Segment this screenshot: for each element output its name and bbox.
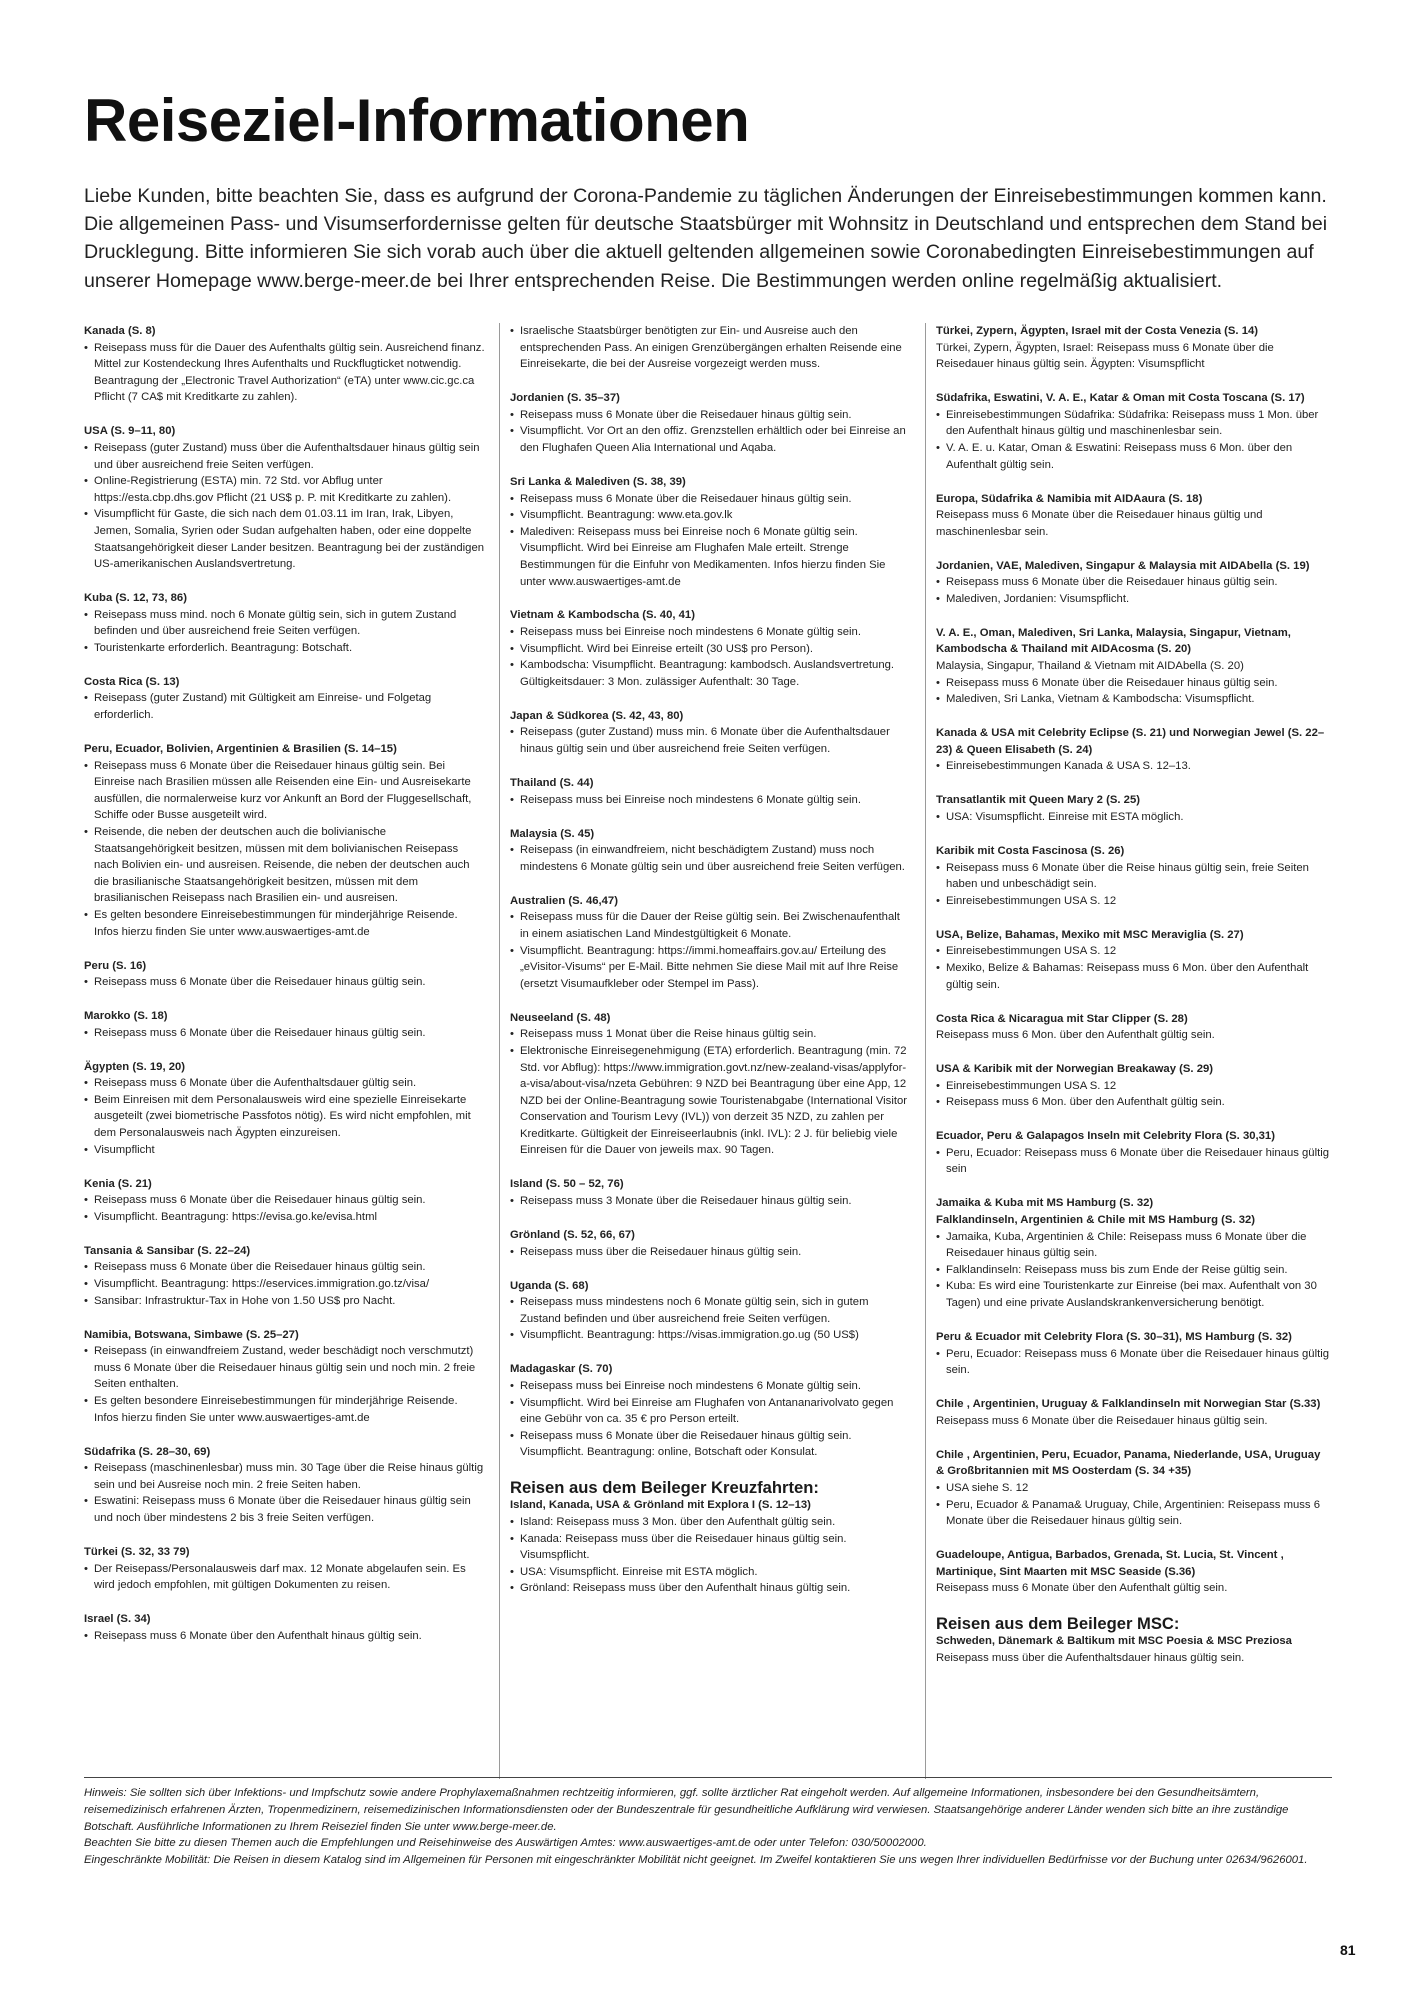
destination-title: Tansania & Sansibar (S. 22–24): [84, 1244, 251, 1257]
requirement-item: • Peru, Ecuador: Reisepass muss 6 Monate über die Reisedauer hinaus gültig sein: [936, 1145, 1330, 1178]
requirement-item: • Sansibar: Infrastruktur-Tax in Hohe von 1.50 US$ pro Nacht.: [84, 1293, 485, 1310]
requirement-item: • Reisepass muss bei Einreise noch mindestens 6 Monate gültig sein.: [510, 1378, 911, 1395]
requirement-item: • Reisepass (maschinenlesbar) muss min. 30 Tage über die Reise hinaus gültig sein und bei Ausreise noch min. 2 freie Seiten haben.: [84, 1460, 485, 1493]
requirement-list: [936, 943, 1330, 993]
requirement-item: • Reisepass (guter Zustand) muss über die Aufenthaltsdauer hinaus gültig sein und über ausreichend freie Seiten verfügen.: [84, 440, 485, 473]
destination-title: Transatlantik mit Queen Mary 2 (S. 25): [935, 794, 1141, 807]
requirement-item: • Einreisebestimmungen USA S. 12: [936, 1078, 1330, 1095]
destination-entry: [84, 423, 485, 572]
footer-divider: [84, 1777, 1332, 1778]
requirement-item: • Reisepass muss 6 Monate über die Reisedauer hinaus gültig sein.: [936, 675, 1330, 692]
requirement-list: [84, 607, 485, 657]
destination-entry: [84, 323, 485, 406]
requirement-list: [84, 340, 485, 406]
destination-title: Türkei (S. 32, 33 79): [84, 1545, 190, 1558]
requirement-item: • Einreisebestimmungen Kanada & USA S. 12–13.: [936, 758, 1330, 775]
destination-entry: [510, 323, 911, 373]
requirement-list: [510, 842, 911, 875]
requirement-item: • Reisepass muss bei Einreise noch mindestens 6 Monate gültig sein.: [510, 624, 911, 641]
destination-title: Kuba (S. 12, 73, 86): [84, 592, 187, 605]
destination-title: Madagaskar (S. 70): [509, 1363, 613, 1376]
requirement-item: • Reisepass muss 6 Monate über die Reisedauer hinaus gültig sein.: [84, 974, 485, 991]
requirement-list: [510, 909, 911, 992]
requirement-list: [84, 1460, 485, 1526]
destination-title: Jordanien (S. 35–37): [509, 392, 620, 405]
requirement-list: [84, 1075, 485, 1158]
requirement-item: • Island: Reisepass muss 3 Mon. über den Aufenthalt gültig sein.: [510, 1514, 911, 1531]
requirement-item: • Reisepass muss bei Einreise noch mindestens 6 Monate gültig sein.: [510, 792, 911, 809]
requirement-item: • Online-Registrierung (ESTA) min. 72 Std. vor Abflug unter https://esta.cbp.dhs.gov Pflicht (21 US$ p. P. mit Kreditkarte zu zahlen).: [84, 473, 485, 506]
requirement-item: • V. A. E. u. Katar, Oman & Eswatini: Reisepass muss 6 Mon. über den Aufenthalt gültig sein.: [936, 440, 1330, 473]
destination-entry: [84, 1243, 485, 1309]
requirement-list: [510, 1193, 911, 1210]
requirement-item: • USA: Visumspflicht. Einreise mit ESTA möglich.: [510, 1564, 911, 1581]
requirement-item: • Reisepass muss 1 Monat über die Reise hinaus gültig sein.: [510, 1026, 911, 1043]
column-2: [499, 323, 911, 1779]
destination-entry: [510, 1497, 911, 1597]
requirement-item: • Visumpflicht. Beantragung: https://evisa.go.ke/evisa.html: [84, 1209, 485, 1226]
requirement-item: • Reisepass muss 6 Monate über die Reisedauer hinaus gültig sein. Visumpflicht. Beantragung: online, Botschaft oder Konsulat.: [510, 1428, 911, 1461]
requirement-list: [936, 758, 1330, 775]
requirement-list: [510, 1514, 911, 1597]
destination-entry: [510, 1176, 911, 1209]
requirement-item: • Touristenkarte erforderlich. Beantragung: Botschaft.: [84, 640, 485, 657]
requirement-item: • Einreisebestimmungen USA S. 12: [936, 893, 1330, 910]
requirement-item: • Eswatini: Reisepass muss 6 Monate über die Reisedauer hinaus gültig sein und noch über mindestens 2 bis 3 freie Seiten verfügen.: [84, 1493, 485, 1526]
requirement-list: [936, 1229, 1330, 1312]
requirement-list: [510, 1378, 911, 1461]
destination-entry: [510, 607, 911, 690]
destination-title: Grönland (S. 52, 66, 67): [509, 1229, 635, 1242]
destination-title: Karibik mit Costa Fascinosa (S. 26): [935, 844, 1125, 857]
destination-columns: [84, 323, 1330, 1779]
requirement-list: [936, 1480, 1330, 1530]
destination-text: Reisepass muss 6 Monate über die Reisedauer hinaus gültig und maschinenlesbar sein.: [935, 509, 1263, 538]
destination-entry: [936, 323, 1330, 373]
destination-entry: [936, 491, 1330, 541]
requirement-list: [936, 1078, 1330, 1111]
requirement-item: • Reisepass (guter Zustand) muss min. 6 Monate über die Aufenthaltsdauer hinaus gültig sein und über ausreichend freie Seiten verfügen.: [510, 724, 911, 757]
destination-entry: [936, 843, 1330, 909]
destination-title: Thailand (S. 44): [509, 777, 594, 790]
requirement-list: [510, 1244, 911, 1261]
destination-entry: [936, 1633, 1330, 1666]
destination-entry: [84, 674, 485, 724]
destination-entry: [84, 1176, 485, 1226]
destination-entry: [84, 1327, 485, 1427]
requirement-item: • Reisepass muss für die Dauer des Aufenthalts gültig sein. Ausreichend finanz. Mittel zur Kostendeckung Ihres Aufenthalts und Ruckflugticket notwendig. Beantragung der „Electronic Travel Authorization“ (eTA) unter www.cic.gc.ca Pflicht (7 CA$ mit Kreditkarte zu zahlen).: [84, 340, 485, 406]
destination-title: Namibia, Botswana, Simbawe (S. 25–27): [84, 1328, 299, 1341]
requirement-item: • Reisepass muss mindestens noch 6 Monate gültig sein, sich in gutem Zustand befinden und über ausreichend freie Seiten verfügen.: [510, 1294, 911, 1327]
requirement-list: [936, 675, 1330, 708]
destination-entry: [510, 775, 911, 808]
requirement-list: [936, 1346, 1330, 1379]
requirement-list: [84, 1192, 485, 1225]
destination-text: Türkei, Zypern, Ägypten, Israel: Reisepass muss 6 Monate über die Reisedauer hinaus gültig sein. Ägypten: Visumspflicht: [935, 341, 1274, 371]
requirement-item: • Visumpflicht. Beantragung: https://eservices.immigration.go.tz/visa/: [84, 1276, 485, 1293]
requirement-item: • Falklandinseln: Reisepass muss bis zum Ende der Reise gültig sein.: [936, 1262, 1330, 1279]
requirement-list: [510, 624, 911, 690]
requirement-list: [510, 724, 911, 757]
destination-entry: [936, 927, 1330, 993]
requirement-item: • Kambodscha: Visumpflicht. Beantragung: kambodsch. Auslandsvertretung. Gültigkeitsdauer: 3 Mon. zulässiger Aufenthalt: 30 Tage.: [510, 657, 911, 690]
requirement-list: [936, 860, 1330, 910]
destination-title: Costa Rica & Nicaragua mit Star Clipper (S. 28): [935, 1012, 1188, 1025]
requirement-item: • Reisepass muss über die Reisedauer hinaus gültig sein.: [510, 1244, 911, 1261]
destination-title: Sri Lanka & Malediven (S. 38, 39): [509, 475, 686, 488]
requirement-item: • USA siehe S. 12: [936, 1480, 1330, 1497]
requirement-item: • Visumpflicht. Beantragung: www.eta.gov.lk: [510, 507, 911, 524]
requirement-list: [84, 974, 485, 991]
destination-entry: [936, 1447, 1330, 1530]
destination-title: Island (S. 50 – 52, 76): [509, 1178, 624, 1191]
destination-title: Südafrika, Eswatini, V. A. E., Katar & Oman mit Costa Toscana (S. 17): [935, 392, 1305, 405]
requirement-list: [510, 407, 911, 457]
destination-entry: [84, 1059, 485, 1159]
requirement-item: • Reisende, die neben der deutschen auch die bolivianische Staatsangehörigkeit besitzen, müssen mit dem bolivianischen Reisepass nach Bolivien ein- und ausreisen. Reisende, die neben der deutschen auch die brasilianische Staatsangehörigkeit besitzen, müssen mit dem brasilianischen Reisepass nach Brasilien ein- und ausreisen.: [84, 824, 485, 907]
destination-entry: [936, 1061, 1330, 1111]
requirement-item: • Reisepass muss 6 Monate über die Reisedauer hinaus gültig sein.: [84, 1259, 485, 1276]
requirement-list: [510, 323, 911, 373]
requirement-item: • Reisepass muss 6 Monate über die Reisedauer hinaus gültig sein.: [84, 1192, 485, 1209]
requirement-item: • Visumpflicht. Wird bei Einreise erteilt (30 US$ pro Person).: [510, 641, 911, 658]
requirement-item: • Reisepass muss für die Dauer der Reise gültig sein. Bei Zwischenaufenthalt in einem asiatischen Land Mindestgültigkeit 6 Monate.: [510, 909, 911, 942]
requirement-item: • Reisepass muss 6 Monate über die Aufenthaltsdauer gültig sein.: [84, 1075, 485, 1092]
destination-title: Kanada & USA mit Celebrity Eclipse (S. 21) und Norwegian Jewel (S. 22–23) & Queen Elisabeth (S. 24): [935, 727, 1325, 756]
footer-hinweis: Hinweis: Sie sollten sich über Infektions- und Impfschutz sowie andere Prophylaxemaßnahmen rechtzeitig informieren, ggf. sollte ärztlicher Rat eingeholt werden. Auf allgemeine Informationen, insbesondere bei den Gesundheitsämtern, reisemedizinisch erfahrenen Ärzten, Tropenmedizinern, reisemedizinischen Informationsdiensten oder der Bundeszentrale für gesundheitliche Aufklärung wird verwiesen. Staatsangehörige anderer Länder wenden sich bitte an ihre zuständige Botschaft. Ausführliche Informationen zu Ihrem Reiseziel finden Sie unter www.berge-meer.de.: [84, 1787, 1289, 1833]
destination-title: Jordanien, VAE, Malediven, Singapur & Malaysia mit AIDAbella (S. 19): [935, 559, 1310, 572]
page-number: 81: [1340, 1942, 1356, 1958]
destination-entry: [510, 826, 911, 876]
destination-entry: [510, 1278, 911, 1344]
destination-title: Peru (S. 16): [84, 959, 147, 972]
destination-entry: [936, 1329, 1330, 1379]
destination-title: Costa Rica (S. 13): [84, 675, 180, 688]
destination-title: Israel (S. 34): [84, 1613, 151, 1626]
requirement-list: [936, 574, 1330, 607]
destination-title: Marokko (S. 18): [84, 1010, 168, 1023]
destination-title: Schweden, Dänemark & Baltikum mit MSC Poesia & MSC Preziosa: [935, 1635, 1292, 1648]
column-3: [925, 323, 1330, 1779]
requirement-item: • Kanada: Reisepass muss über die Reisedauer hinaus gültig sein. Visumspflicht.: [510, 1531, 911, 1564]
requirement-item: • Es gelten besondere Einreisebestimmungen für minderjährige Reisende. Infos hierzu finden Sie unter www.auswaertiges-amt.de: [84, 1393, 485, 1426]
requirement-item: • Einreisebestimmungen USA S. 12: [936, 943, 1330, 960]
destination-entry: [936, 1547, 1330, 1597]
destination-entry: [936, 1128, 1330, 1178]
destination-title: Australien (S. 46,47): [509, 894, 618, 907]
requirement-list: [936, 407, 1330, 473]
destination-entry: [84, 1611, 485, 1644]
destination-entry: [936, 1396, 1330, 1429]
destination-title: V. A. E., Oman, Malediven, Sri Lanka, Malaysia, Singapur, Vietnam, Kambodscha & Thailand mit AIDAcosma (S. 20): [935, 626, 1291, 656]
requirement-list: [84, 440, 485, 573]
destination-text: Reisepass muss über die Aufenthaltsdauer hinaus gültig sein.: [935, 1651, 1245, 1664]
requirement-item: • Reisepass muss 6 Monate über die Reisedauer hinaus gültig sein. Bei Einreise nach Brasilien müssen alle Reisenden eine Ein- und Ausreisekarte ausfüllen, die normalerweise kurz vor Ankunft an Bord der Fluggesellschaft, Schiffe oder Busse ausgeteilt wird.: [84, 758, 485, 824]
destination-entry: [84, 1444, 485, 1527]
destination-entry: [936, 558, 1330, 608]
requirement-item: • Visumpflicht für Gaste, die sich nach dem 01.03.11 im Iran, Irak, Libyen, Jemen, Somalia, Syrien oder Sudan aufgehalten haben, oder eine doppelte Staatsangehörigkeit dieser Lander besitzen. Beantragung bei der zuständigen US-amerikanischen Auslandsvertretung.: [84, 506, 485, 572]
requirement-item: • Jamaika, Kuba, Argentinien & Chile: Reisepass muss 6 Monate über die Reisedauer hinaus gültig sein.: [936, 1229, 1330, 1262]
requirement-item: • USA: Visumspflicht. Einreise mit ESTA möglich.: [936, 809, 1330, 826]
destination-title: Japan & Südkorea (S. 42, 43, 80): [509, 709, 684, 722]
requirement-item: • Reisepass muss 6 Monate über den Aufenthalt hinaus gültig sein.: [84, 1628, 485, 1645]
destination-entry: [936, 725, 1330, 775]
destination-entry: [936, 390, 1330, 473]
destination-title: Ägypten (S. 19, 20): [84, 1060, 186, 1073]
destination-entry: [84, 958, 485, 991]
requirement-item: • Reisepass muss 3 Monate über die Reisedauer hinaus gültig sein.: [510, 1193, 911, 1210]
requirement-list: [84, 1628, 485, 1645]
destination-text: Reisepass muss 6 Mon. über den Aufenthalt gültig sein.: [935, 1029, 1215, 1042]
requirement-item: • Einreisebestimmungen Südafrika: Südafrika: Reisepass muss 1 Mon. über den Aufenthalt hinaus gültig und maschinenlesbar sein.: [936, 407, 1330, 440]
destination-entry: [510, 390, 911, 456]
destination-text: Reisepass muss 6 Monate über den Aufenthalt gültig sein.: [935, 1582, 1228, 1595]
destination-title: USA, Belize, Bahamas, Mexiko mit MSC Meraviglia (S. 27): [935, 928, 1244, 941]
requirement-item: • Reisepass muss 6 Monate über die Reisedauer hinaus gültig sein.: [936, 574, 1330, 591]
destination-title: Chile , Argentinien, Uruguay & Falklandinseln mit Norwegian Star (S.33): [935, 1398, 1321, 1411]
destination-title: Vietnam & Kambodscha (S. 40, 41): [509, 609, 695, 622]
requirement-item: • Reisepass muss 6 Monate über die Reisedauer hinaus gültig sein.: [510, 491, 911, 508]
requirement-list: [936, 1145, 1330, 1178]
requirement-item: • Visumpflicht. Wird bei Einreise am Flughafen von Antananarivolvato gegen eine Gebühr von ca. 35 € pro Person erteilt.: [510, 1395, 911, 1428]
requirement-list: [84, 758, 485, 941]
destination-entry: [936, 792, 1330, 825]
destination-title: Malaysia (S. 45): [509, 827, 595, 840]
destination-title: Neuseeland (S. 48): [509, 1011, 611, 1024]
requirement-item: • Reisepass (in einwandfreiem Zustand, weder beschädigt noch verschmutzt) muss 6 Monate über die Reisedauer hinaus gültig sein und noch min. 2 freie Seiten enthalten.: [84, 1343, 485, 1393]
requirement-item: • Malediven, Sri Lanka, Vietnam & Kambodscha: Visumspflicht.: [936, 691, 1330, 708]
destination-title: Kanada (S. 8): [84, 325, 156, 337]
requirement-list: [84, 1343, 485, 1426]
requirement-list: [84, 1025, 485, 1042]
requirement-list: [510, 792, 911, 809]
requirement-item: • Visumpflicht: [84, 1142, 485, 1159]
requirement-item: • Reisepass muss 6 Monate über die Reisedauer hinaus gültig sein.: [510, 407, 911, 424]
destination-entry: [84, 1544, 485, 1594]
destination-entry: [510, 1010, 911, 1159]
destination-title: Jamaika & Kuba mit MS Hamburg (S. 32) Falklandinseln, Argentinien & Chile mit MS Hamburg (S. 32): [935, 1197, 1256, 1227]
destination-entry: [84, 741, 485, 940]
requirement-item: • Reisepass (guter Zustand) mit Gültigkeit am Einreise- und Folgetag erforderlich.: [84, 690, 485, 723]
destination-title: Europa, Südafrika & Namibia mit AIDAaura (S. 18): [935, 492, 1203, 505]
section-heading: Reisen aus dem Beileger MSC:: [935, 1614, 1180, 1634]
column-1: [84, 323, 485, 1779]
destination-title: Peru, Ecuador, Bolivien, Argentinien & Brasilien (S. 14–15): [84, 743, 397, 756]
destination-entry: [510, 708, 911, 758]
destination-entry: [84, 1008, 485, 1041]
destination-text: Reisepass muss 6 Monate über die Reisedauer hinaus gültig sein.: [935, 1414, 1268, 1427]
destination-title: Island, Kanada, USA & Grönland mit Explora I (S. 12–13): [509, 1499, 811, 1512]
requirement-item: • Mexiko, Belize & Bahamas: Reisepass muss 6 Mon. über den Aufenthalt gültig sein.: [936, 960, 1330, 993]
destination-title: Uganda (S. 68): [509, 1279, 589, 1292]
requirement-item: • Kuba: Es wird eine Touristenkarte zur Einreise (bei max. Aufenthalt von 30 Tagen) und eine private Auslandskrankenversicherung benötigt.: [936, 1278, 1330, 1311]
requirement-item: • Malediven, Jordanien: Visumspflicht.: [936, 591, 1330, 608]
requirement-item: • Peru, Ecuador: Reisepass muss 6 Monate über die Reisedauer hinaus gültig sein.: [936, 1346, 1330, 1379]
requirement-item: • Beim Einreisen mit dem Personalausweis wird eine spezielle Einreisekarte ausgeteilt (zwei biometrische Passfotos nötig). Es wird nicht empfohlen, mit dem Personalausweis nach Ägypten einzureisen.: [84, 1092, 485, 1142]
requirement-item: • Israelische Staatsbürger benötigten zur Ein- und Ausreise auch den entsprechenden Pass. An einigen Grenzübergängen erhalten Reisende eine Einreisekarte, die bei der Ausreise vorgezeigt werden muss.: [510, 323, 911, 373]
requirement-item: • Elektronische Einreisegenehmigung (ETA) erforderlich. Beantragung (min. 72 Std. vor Abflug): https://www.immigration.govt.nz/new-zealand-visas/applyfor-a-visa/about-visa/nzeta Gebühren: 9 NZD bei Beantragung über eine App, 12 NZD bei der Online-Beantragung sowie Touristenabgabe (International Visitor Conservation and Tourism Levy (IVL)) von derzeit 35 NZD, zu zahlen per Kreditkarte. Gültigkeit der Einreiseerlaubnis (inkl. IVL): 2 J. für beliebig viele Einreisen für die Dauer von jeweils max. 90 Tagen.: [510, 1043, 911, 1159]
requirement-item: • Malediven: Reisepass muss bei Einreise noch 6 Monate gültig sein. Visumpflicht. Wird bei Einreise am Flughafen Male erteilt. Strenge Bestimmungen für die Einfuhr von Medikamenten. Infos hierzu finden Sie unter www.auswaertiges-amt.de: [510, 524, 911, 590]
page-title: Reiseziel-Informationen: [84, 87, 750, 154]
requirement-item: • Grönland: Reisepass muss über den Aufenthalt hinaus gültig sein.: [510, 1580, 911, 1597]
requirement-list: [510, 491, 911, 591]
section-heading: Reisen aus dem Beileger Kreuzfahrten:: [509, 1478, 819, 1498]
destination-title: USA (S. 9–11, 80): [84, 425, 176, 438]
destination-title: USA & Karibik mit der Norwegian Breakaway (S. 29): [935, 1063, 1214, 1076]
destination-entry: [510, 893, 911, 993]
destination-title: Türkei, Zypern, Ägypten, Israel mit der Costa Venezia (S. 14): [935, 325, 1259, 337]
destination-title: Ecuador, Peru & Galapagos Inseln mit Celebrity Flora (S. 30,31): [935, 1130, 1275, 1143]
destination-entry: [510, 1361, 911, 1461]
requirement-item: • Es gelten besondere Einreisebestimmungen für minderjährige Reisende. Infos hierzu finden Sie unter www.auswaertiges-amt.de: [84, 907, 485, 940]
requirement-item: • Reisepass muss mind. noch 6 Monate gültig sein, sich in gutem Zustand befinden und über ausreichend freie Seiten verfügen.: [84, 607, 485, 640]
requirement-item: • Visumpflicht. Beantragung: https://visas.immigration.go.ug (50 US$): [510, 1327, 911, 1344]
requirement-list: [84, 690, 485, 723]
requirement-list: [84, 1561, 485, 1594]
requirement-item: • Reisepass muss 6 Monate über die Reise hinaus gültig sein, freie Seiten haben und unbeschädigt sein.: [936, 860, 1330, 893]
footer-beachten: Beachten Sie bitte zu diesen Themen auch die Empfehlungen und Reisehinweise des Auswärtigen Amtes: www.auswaertiges-amt.de oder unter Telefon: 030/50002000.: [84, 1837, 927, 1850]
destination-title: Südafrika (S. 28–30, 69): [84, 1445, 211, 1458]
requirement-item: • Peru, Ecuador & Panama& Uruguay, Chile, Argentinien: Reisepass muss 6 Monate über die Reisedauer hinaus gültig sein.: [936, 1497, 1330, 1530]
requirement-item: • Reisepass (in einwandfreiem, nicht beschädigtem Zustand) muss noch mindestens 6 Monate gültig sein und über ausreichend freie Seiten verfügen.: [510, 842, 911, 875]
destination-entry: [510, 474, 911, 590]
requirement-item: • Reisepass muss 6 Monate über die Reisedauer hinaus gültig sein.: [84, 1025, 485, 1042]
requirement-list: [510, 1026, 911, 1159]
requirement-list: [510, 1294, 911, 1344]
requirement-item: • Visumpflicht. Beantragung: https://immi.homeaffairs.gov.au/ Erteilung des „eVisitor-Visums“ per E-Mail. Bitte nehmen Sie diese Mail mit auf Ihre Reise (ersetzt Visumaufkleber oder Stempel im Pass).: [510, 943, 911, 993]
destination-entry: [936, 625, 1330, 708]
destination-title: Chile , Argentinien, Peru, Ecuador, Panama, Niederlande, USA, Uruguay & Großbritannien mit MS Oosterdam (S. 34 +35): [935, 1448, 1321, 1478]
destination-entry: [84, 590, 485, 656]
destination-title: Kenia (S. 21): [84, 1177, 152, 1190]
requirement-list: [84, 1259, 485, 1309]
requirement-item: • Der Reisepass/Personalausweis darf max. 12 Monate abgelaufen sein. Es wird jedoch empfohlen, mit gültigen Dokumenten zu reisen.: [84, 1561, 485, 1594]
requirement-list: [936, 809, 1330, 826]
footer-mobilitaet: Eingeschränkte Mobilität: Die Reisen in diesem Katalog sind im Allgemeinen für Personen mit eingeschränkter Mobilität nicht geeignet. Im Zweifel kontaktieren Sie uns wegen Ihrer individuellen Bedürfnisse vor der Buchung unter 02634/9626001.: [84, 1854, 1308, 1867]
intro-text: Liebe Kunden, bitte beachten Sie, dass es aufgrund der Corona-Pandemie zu täglichen Änderungen der Einreisebestimmungen kommen kann. Die allgemeinen Pass- und Visumserfordernisse gelten für deutsche Staatsbürger mit Wohnsitz in Deutschland und entsprechen dem Stand bei Drucklegung. Bitte informieren Sie sich vorab auch über die aktuell geltenden allgemeinen sowie Coronabedingten Einreisebestimmungen auf unserer Homepage www.berge-meer.de bei Ihrer entsprechenden Reise. Die Bestimmungen werden online regelmäßig aktualisiert.: [84, 185, 1328, 292]
destination-title: Peru & Ecuador mit Celebrity Flora (S. 30–31), MS Hamburg (S. 32): [935, 1330, 1292, 1343]
destination-entry: [936, 1195, 1330, 1311]
destination-text: Malaysia, Singapur, Thailand & Vietnam mit AIDAbella (S. 20): [935, 660, 1244, 673]
destination-entry: [510, 1227, 911, 1260]
destination-entry: [936, 1011, 1330, 1044]
footer-notes: [84, 1785, 1332, 1869]
destination-title: Guadeloupe, Antigua, Barbados, Grenada, St. Lucia, St. Vincent , Martinique, Sint Maarten mit MSC Seaside (S.36): [935, 1549, 1284, 1578]
requirement-item: • Visumpflicht. Vor Ort an den offiz. Grenzstellen erhältlich oder bei Einreise an den Flughafen Queen Alia International und Aqaba.: [510, 423, 911, 456]
requirement-item: • Reisepass muss 6 Mon. über den Aufenthalt gültig sein.: [936, 1094, 1330, 1111]
